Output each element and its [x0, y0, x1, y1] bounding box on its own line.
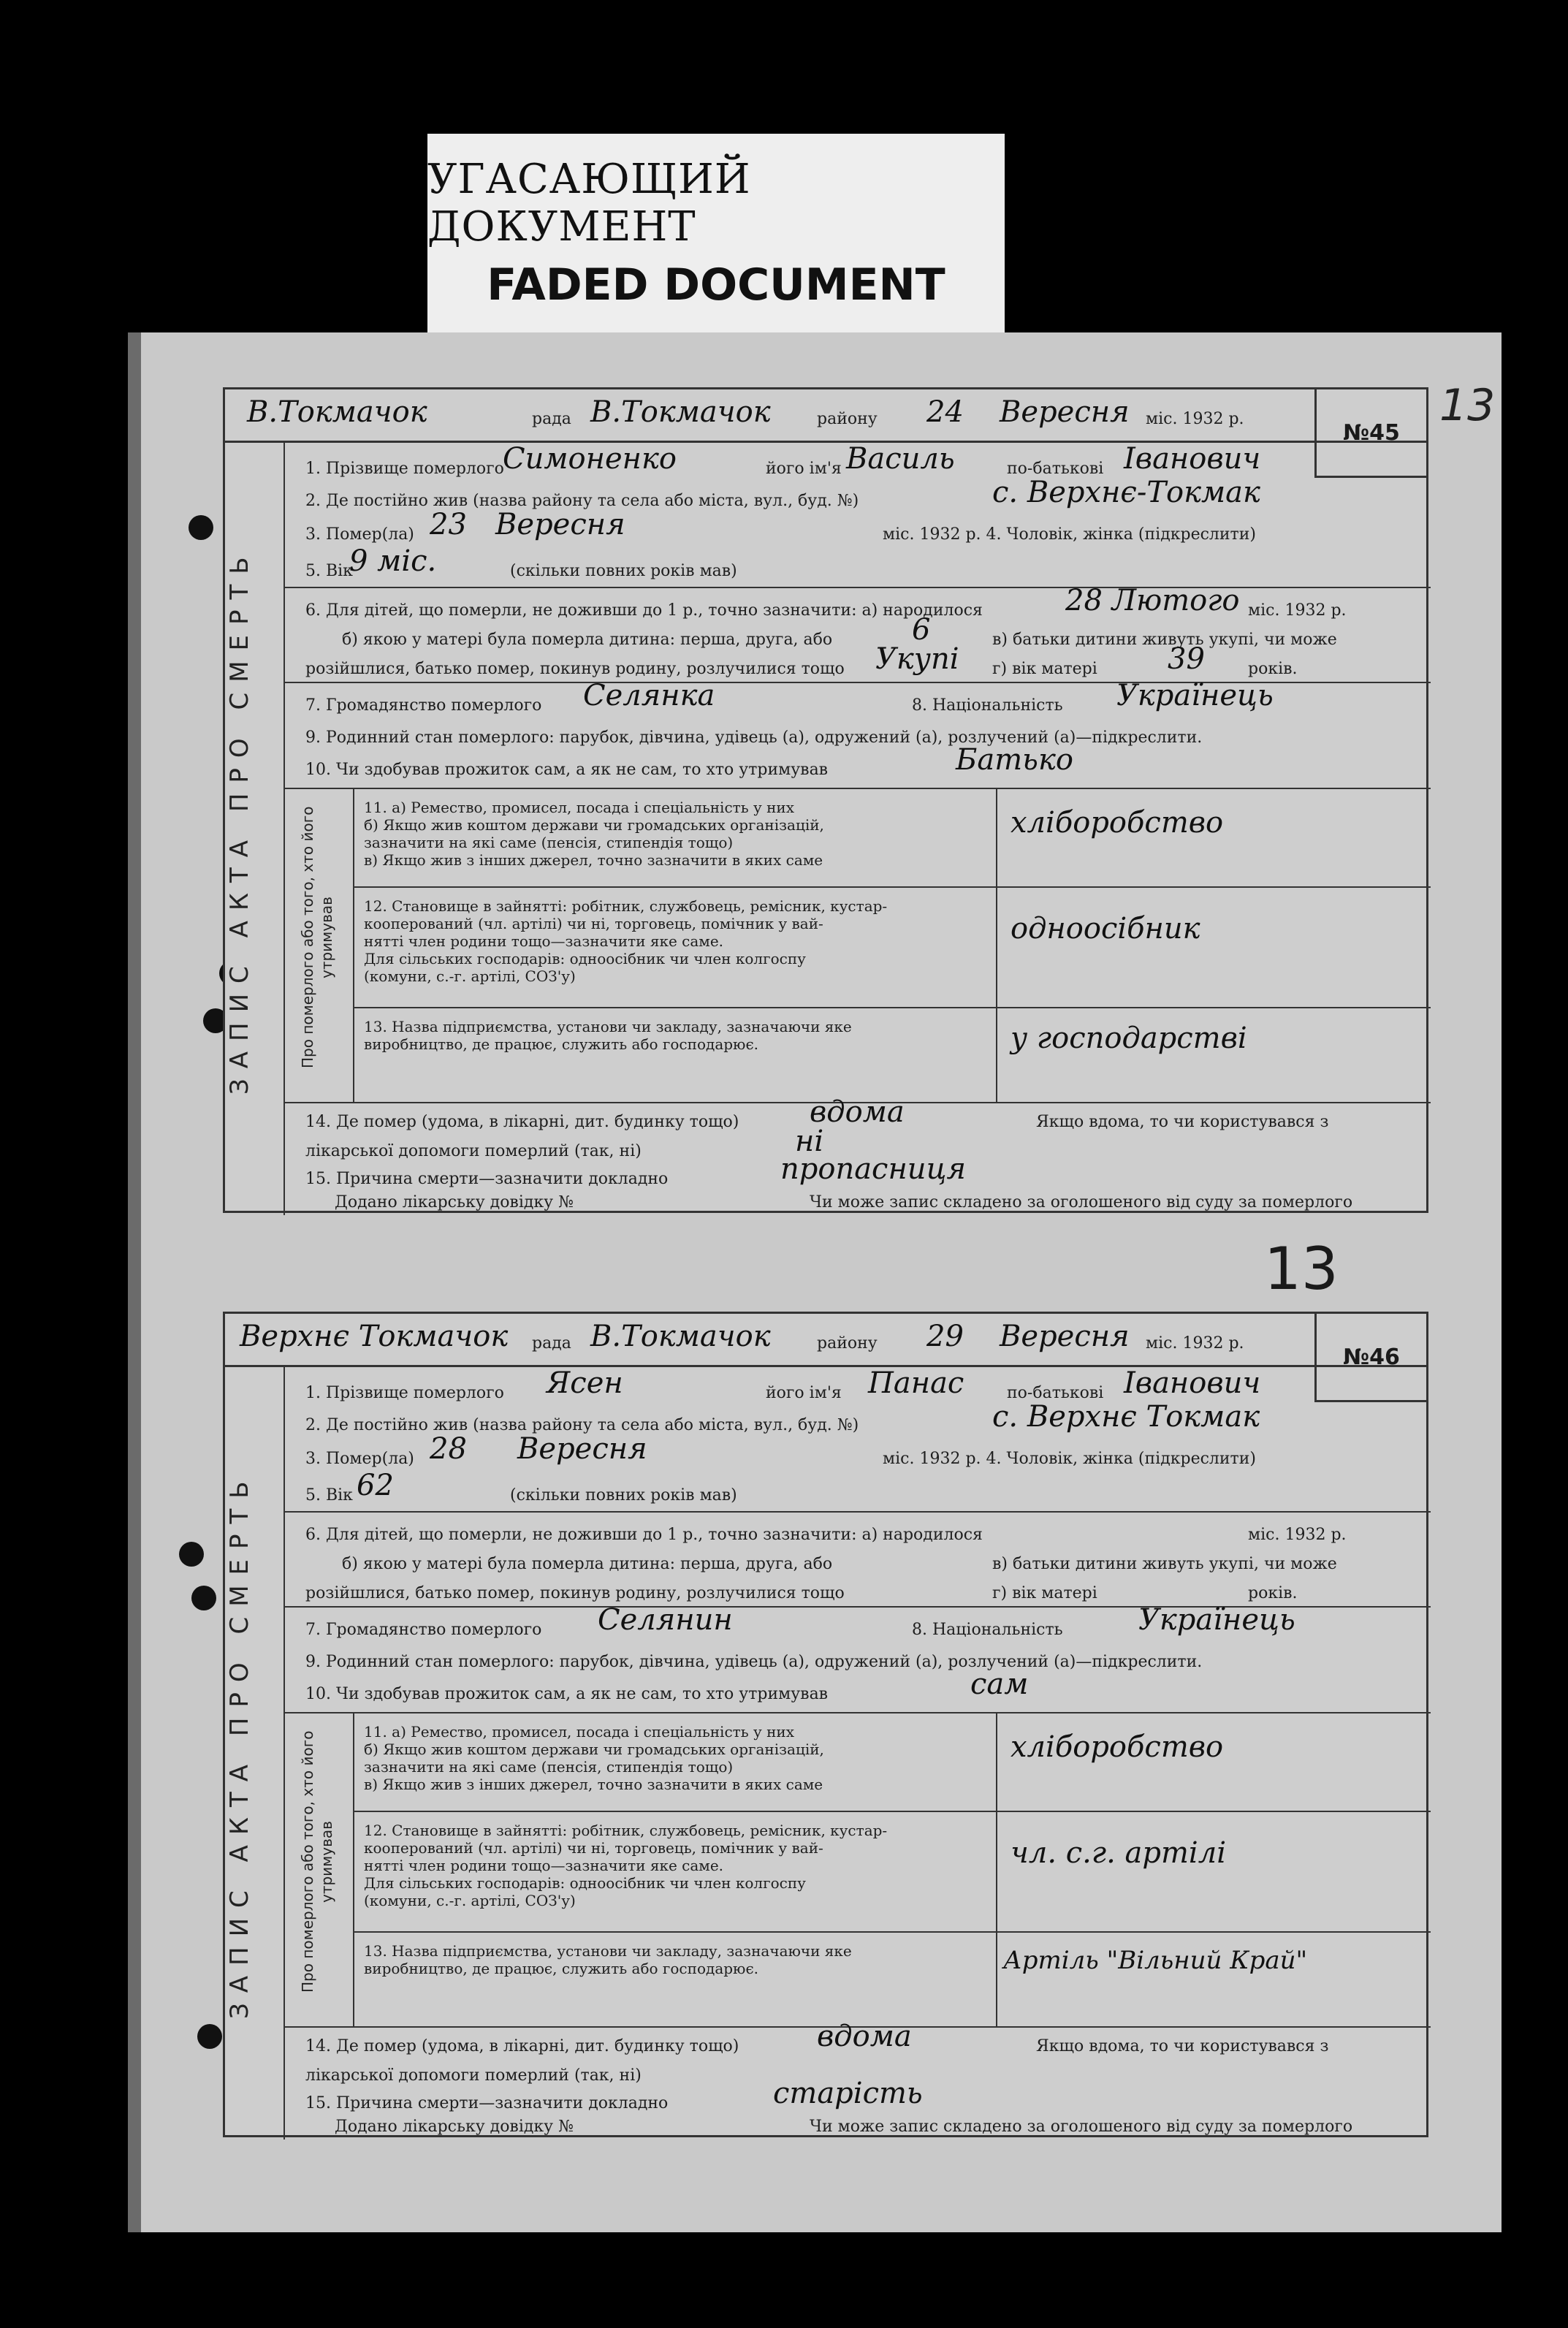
death-place-value: вдома — [810, 1095, 905, 1129]
employment-status-label: 12. Становище в зайнятті: робітник, службовець, ремісник, кустар- кооперований (чл. артілі) чи ні, торговець, помічник у вай- нятті член родини тощо—зазначити яке саме. Для сільських господарів: одноосібник чи член колгоспу (комуни, с.-г. артілі, СОЗ'у) — [364, 1822, 888, 1909]
section-rule — [283, 587, 1431, 588]
punch-hole — [197, 2024, 222, 2049]
citizenship-label: 7. Громадянство померлого — [305, 696, 542, 715]
supported-by-label: 10. Чи здобував прожиток сам, а як не сам, то хто утримував — [305, 761, 829, 779]
parents-label: в) батьки дитини живуть укупі, чи може — [992, 1555, 1337, 1573]
marital-status-label: 9. Родинний стан померлого: парубок, дівчина, удівець (а), одружений (а), розлучений (а)—підкреслити. — [305, 729, 1203, 747]
rada-value: В.Токмачок — [247, 395, 427, 429]
surname-value: Ясен — [547, 1366, 623, 1400]
death-place-value: вдома — [817, 2020, 912, 2053]
supported-by-label: 10. Чи здобував прожиток сам, а як не сам, то хто утримував — [305, 1685, 829, 1703]
subsection-rule — [353, 1712, 354, 2026]
cause-value: старість — [773, 2077, 923, 2110]
occupation-label: 11. а) Ремество, промисел, посада і спеціальність у них б) Якщо жив коштом держави чи громадських організацій, зазначити на які саме (пенсія, стипендія тощо) в) Якщо жив з інших джерел, точно зазначити в яких саме — [364, 799, 824, 869]
court-note-label: Чи може запис складено за оголошеного від суду за померлого — [810, 1193, 1353, 1211]
rayon-label: району — [817, 1334, 878, 1353]
month-label: міс. 1932 р. — [1146, 410, 1244, 428]
certificate-label: Додано лікарську довідку № — [335, 2118, 574, 2136]
death-place-label: 14. Де помер (удома, в лікарні, дит. будинку тощо) — [305, 2037, 739, 2055]
certificate-label: Додано лікарську довідку № — [335, 1193, 574, 1211]
age-value: 9 міс. — [349, 544, 437, 578]
section-rule — [283, 788, 1431, 789]
punch-hole — [191, 1586, 216, 1610]
subsection-vertical-label: Про померлого або того, хто його утримував — [299, 806, 335, 1069]
mother-age-label: г) вік матері — [992, 1584, 1097, 1602]
enterprise-label: 13. Назва підприємства, установи чи закладу, зазначаючи яке виробництво, де працює, служить або господарює. — [364, 1018, 852, 1053]
subsection-vertical-label: Про померлого або того, хто його утримував — [299, 1730, 335, 1993]
employment-status-label: 12. Становище в зайнятті: робітник, службовець, ремісник, кустар- кооперований (чл. артілі) чи ні, торговець, помічник у вай- нятті член родини тощо—зазначити яке саме. Для сільських господарів: одноосібник чи член колгоспу (комуни, с.-г. артілі, СОЗ'у) — [364, 897, 888, 985]
medical-help-label: лікарської допомоги померлий (так, ні) — [305, 1142, 642, 1160]
age-note: (скільки повних років мав) — [510, 562, 737, 580]
rada-value: Верхнє Токмачок — [240, 1320, 509, 1353]
death-place-label: 14. Де помер (удома, в лікарні, дит. будинку тощо) — [305, 1113, 739, 1131]
residence-label: 2. Де постійно жив (назва району та села або міста, вул., буд. №) — [305, 1416, 859, 1434]
residence-label: 2. Де постійно жив (назва району та села або міста, вул., буд. №) — [305, 492, 859, 510]
record-vertical-title: ЗАПИС АКТА ПРО СМЕРТЬ — [225, 547, 254, 1095]
punch-hole — [189, 515, 213, 540]
rayon-value: В.Токмачок — [590, 1320, 771, 1353]
month-value: Вересня — [1000, 1320, 1130, 1353]
rayon-value: В.Токмачок — [590, 395, 771, 429]
supported-by-value: Батько — [956, 743, 1073, 777]
child-order-value: 6 — [912, 613, 931, 647]
occupation-value: хліборобство — [1011, 806, 1224, 840]
name-value: Панас — [868, 1366, 964, 1400]
surname-label: 1. Прізвище померлого — [305, 460, 504, 478]
punch-hole — [179, 1542, 204, 1567]
name-value: Василь — [846, 442, 955, 476]
home-medical-label: Якщо вдома, то чи користувався з — [1036, 1113, 1329, 1131]
child-order-label: б) якою у матері була померла дитина: перша, друга, або — [342, 631, 833, 649]
court-note-label: Чи може запис складено за оголошеного від суду за померлого — [810, 2118, 1353, 2136]
citizenship-value: Селянка — [583, 679, 715, 712]
surname-value: Симоненко — [503, 442, 677, 476]
cause-label: 15. Причина смерти—зазначити докладно — [305, 2094, 669, 2112]
death-month-value: Вересня — [495, 508, 625, 541]
page-number: 13 — [1439, 380, 1496, 431]
medical-help-label: лікарської допомоги померлий (так, ні) — [305, 2066, 642, 2085]
sex-label: міс. 1932 р. 4. Чоловік, жінка (підкреслити) — [883, 1450, 1256, 1468]
parents-label: в) батьки дитини живуть укупі, чи може — [992, 631, 1337, 649]
death-record-45 — [223, 387, 1428, 1213]
death-date-label: 3. Помер(ла) — [305, 525, 414, 544]
rada-label: рада — [532, 410, 571, 428]
section-rule — [353, 1931, 1431, 1933]
marital-status-label: 9. Родинний стан померлого: парубок, дівчина, удівець (а), одружений (а), розлучений (а)—підкреслити. — [305, 1653, 1203, 1671]
child-born-year: міс. 1932 р. — [1248, 601, 1347, 620]
mother-age-label: г) вік матері — [992, 660, 1097, 678]
surname-label: 1. Прізвище померлого — [305, 1384, 504, 1402]
occupation-value: хліборобство — [1011, 1730, 1224, 1764]
faded-document-label — [427, 134, 1005, 332]
patronymic-label: по-батькові — [1007, 460, 1104, 478]
death-month-value: Вересня — [517, 1432, 647, 1466]
section-rule — [283, 1712, 1431, 1713]
residence-value: с. Верхнє-Токмак — [992, 476, 1260, 509]
child-born-value: 28 Лютого — [1065, 584, 1240, 617]
cause-value: пропасниця — [780, 1152, 966, 1186]
mother-age-unit: років. — [1248, 660, 1298, 678]
home-medical-label: Якщо вдома, то чи користувався з — [1036, 2037, 1329, 2055]
age-label: 5. Вік — [305, 1486, 353, 1505]
rayon-label: району — [817, 410, 878, 428]
section-rule — [283, 1511, 1431, 1513]
death-day-value: 28 — [430, 1432, 467, 1466]
nationality-label: 8. Національність — [912, 696, 1063, 715]
section-rule — [353, 1007, 1431, 1008]
label-russian: УГАСАЮЩИЙ ДОКУМЕНТ — [427, 156, 751, 251]
parents-value: Укупі — [875, 642, 959, 676]
parents-status-label: розійшлися, батько помер, покинув родину, розлучилися тощо — [305, 1584, 845, 1602]
medical-help-value: ні — [795, 1125, 824, 1158]
child-order-label: б) якою у матері була померла дитина: перша, друга, або — [342, 1555, 833, 1573]
label-english: FADED DOCUMENT — [487, 259, 945, 311]
enterprise-value: у господарстві — [1011, 1022, 1247, 1055]
mother-age-unit: років. — [1248, 1584, 1298, 1602]
age-label: 5. Вік — [305, 562, 353, 580]
sex-label: міс. 1932 р. 4. Чоловік, жінка (підкреслити) — [883, 525, 1256, 544]
rada-label: рада — [532, 1334, 571, 1353]
residence-value: с. Верхнє Токмак — [992, 1400, 1260, 1434]
patronymic-label: по-батькові — [1007, 1384, 1104, 1402]
supported-by-value: сам — [970, 1667, 1029, 1701]
name-label: його ім'я — [766, 460, 842, 478]
nationality-value: Українець — [1138, 1603, 1295, 1637]
margin-rule — [283, 441, 285, 1215]
citizenship-label: 7. Громадянство померлого — [305, 1621, 542, 1639]
child-born-label: 6. Для дітей, що померли, не доживши до 1 р., точно зазначити: а) народилося — [305, 1526, 983, 1544]
value-column-rule — [996, 788, 997, 1102]
child-born-label: 6. Для дітей, що померли, не доживши до 1 р., точно зазначити: а) народилося — [305, 601, 983, 620]
death-record-46 — [223, 1312, 1428, 2137]
enterprise-label: 13. Назва підприємства, установи чи закладу, зазначаючи яке виробництво, де працює, служить або господарює. — [364, 1942, 852, 1977]
subsection-rule — [353, 788, 354, 1102]
margin-rule — [283, 1365, 285, 2139]
enterprise-value: Артіль "Вільний Край" — [1003, 1946, 1308, 1975]
record-vertical-title: ЗАПИС АКТА ПРО СМЕРТЬ — [225, 1471, 254, 2019]
citizenship-value: Селянин — [598, 1603, 733, 1637]
month-label: міс. 1932 р. — [1146, 1334, 1244, 1353]
death-date-label: 3. Помер(ла) — [305, 1450, 414, 1468]
section-rule — [353, 886, 1431, 888]
age-value: 62 — [357, 1469, 394, 1502]
nationality-label: 8. Національність — [912, 1621, 1063, 1639]
patronymic-value: Іванович — [1124, 442, 1261, 476]
record-number: №46 — [1314, 1314, 1426, 1402]
value-column-rule — [996, 1712, 997, 2026]
age-note: (скільки повних років мав) — [510, 1486, 737, 1505]
death-day-value: 23 — [430, 508, 467, 541]
between-mark: 13 — [1264, 1235, 1339, 1303]
month-value: Вересня — [1000, 395, 1130, 429]
nationality-value: Українець — [1116, 679, 1274, 712]
day-value: 24 — [926, 395, 964, 429]
cause-label: 15. Причина смерти—зазначити докладно — [305, 1170, 669, 1188]
day-value: 29 — [926, 1320, 964, 1353]
child-born-year: міс. 1932 р. — [1248, 1526, 1347, 1544]
patronymic-value: Іванович — [1124, 1366, 1261, 1400]
name-label: його ім'я — [766, 1384, 842, 1402]
employment-status-value: чл. с.г. артілі — [1011, 1836, 1226, 1870]
employment-status-value: одноосібник — [1011, 912, 1200, 946]
parents-status-label: розійшлися, батько помер, покинув родину, розлучилися тощо — [305, 660, 845, 678]
record-number: №45 — [1314, 389, 1426, 478]
occupation-label: 11. а) Ремество, промисел, посада і спеціальність у них б) Якщо жив коштом держави чи громадських організацій, зазначити на які саме (пенсія, стипендія тощо) в) Якщо жив з інших джерел, точно зазначити в яких саме — [364, 1723, 824, 1793]
section-rule — [353, 1811, 1431, 1812]
mother-age-value: 39 — [1168, 642, 1205, 676]
